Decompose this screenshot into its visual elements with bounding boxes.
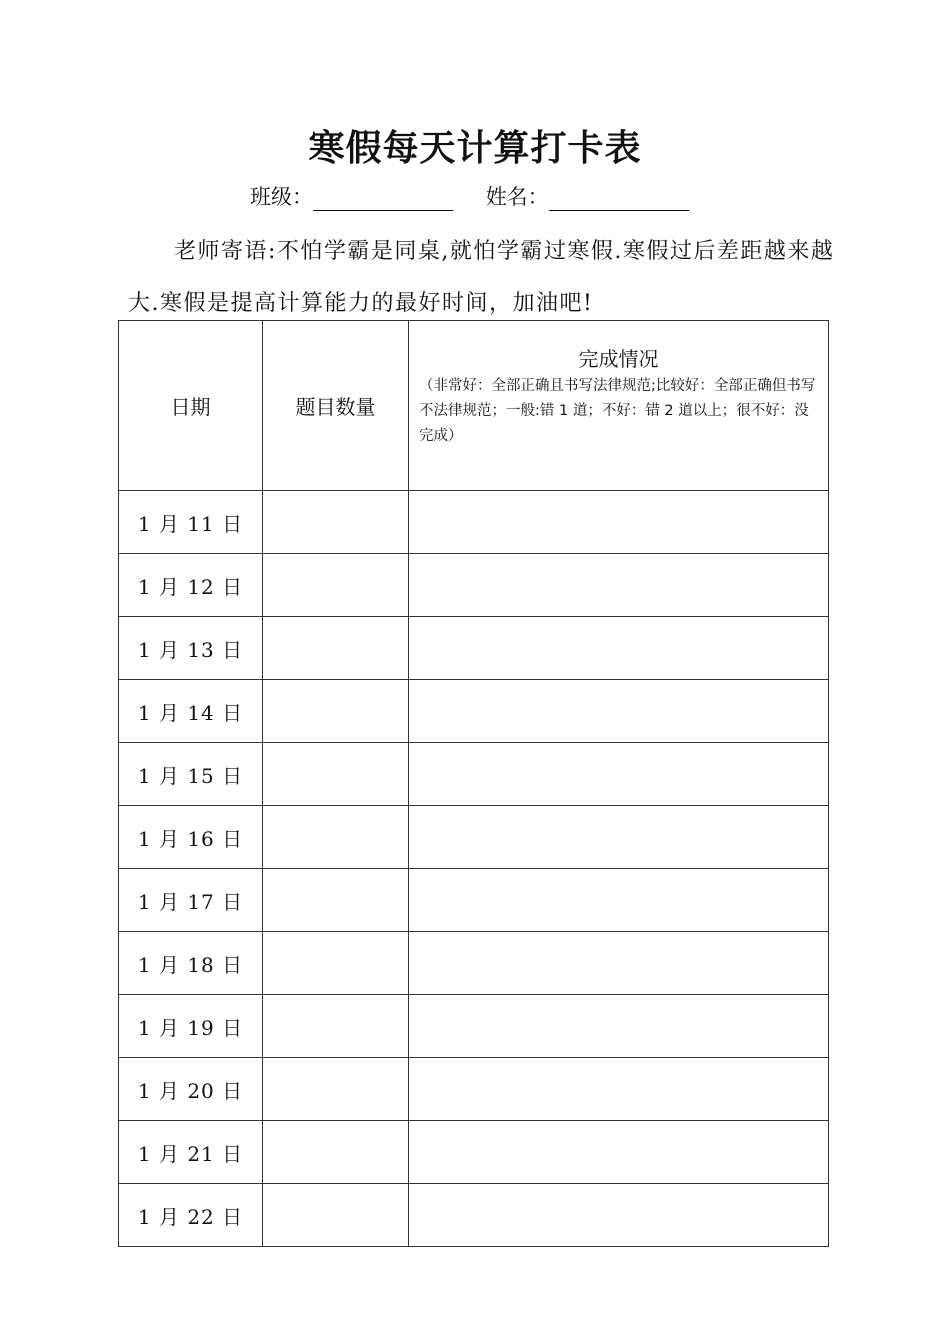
date-cell: 1 月 18 日 — [119, 932, 263, 995]
name-blank[interactable] — [549, 188, 689, 211]
table-row — [119, 995, 829, 1058]
date-cell: 1 月 14 日 — [119, 680, 263, 743]
date-cell: 1 月 19 日 — [119, 995, 263, 1058]
table-row — [119, 1058, 829, 1121]
class-label: 班级： — [250, 185, 313, 209]
status-cell[interactable] — [409, 680, 829, 743]
table-row — [119, 806, 829, 869]
header-count: 题目数量 — [263, 321, 409, 491]
count-cell[interactable] — [263, 680, 409, 743]
count-cell[interactable] — [263, 806, 409, 869]
count-cell[interactable] — [263, 1058, 409, 1121]
count-cell[interactable] — [263, 932, 409, 995]
count-cell[interactable] — [263, 617, 409, 680]
count-cell[interactable] — [263, 491, 409, 554]
table-row — [119, 743, 829, 806]
status-cell[interactable] — [409, 554, 829, 617]
status-cell[interactable] — [409, 1184, 829, 1247]
date-cell: 1 月 21 日 — [119, 1121, 263, 1184]
status-cell[interactable] — [409, 617, 829, 680]
date-cell: 1 月 16 日 — [119, 806, 263, 869]
count-cell[interactable] — [263, 554, 409, 617]
status-cell[interactable] — [409, 491, 829, 554]
status-cell[interactable] — [409, 1121, 829, 1184]
class-blank[interactable] — [313, 188, 453, 211]
header-status — [409, 321, 829, 491]
checkin-table — [118, 320, 829, 1247]
date-cell: 1 月 11 日 — [119, 491, 263, 554]
student-info — [250, 181, 715, 211]
date-cell: 1 月 20 日 — [119, 1058, 263, 1121]
table-row — [119, 932, 829, 995]
status-cell[interactable] — [409, 743, 829, 806]
status-cell[interactable] — [409, 869, 829, 932]
table-row — [119, 554, 829, 617]
table-row — [119, 1121, 829, 1184]
count-cell[interactable] — [263, 743, 409, 806]
date-cell: 1 月 17 日 — [119, 869, 263, 932]
table-row — [119, 491, 829, 554]
header-status-note: （非常好：全部正确且书写法律规范;比较好：全部正确但书写不法律规范；一般:错 1 道；不好：错 2 道以上；很不好：没完成） — [419, 378, 816, 444]
table-row — [119, 1184, 829, 1247]
date-cell: 1 月 13 日 — [119, 617, 263, 680]
count-cell[interactable] — [263, 1184, 409, 1247]
date-cell: 1 月 22 日 — [119, 1184, 263, 1247]
table-header-row — [119, 321, 829, 491]
table-row — [119, 617, 829, 680]
status-cell[interactable] — [409, 1058, 829, 1121]
date-cell: 1 月 12 日 — [119, 554, 263, 617]
page-title: 寒假每天计算打卡表 — [308, 127, 642, 169]
header-status-title: 完成情况 — [578, 347, 659, 371]
status-cell[interactable] — [409, 995, 829, 1058]
name-label: 姓名： — [485, 185, 549, 209]
date-cell: 1 月 15 日 — [119, 743, 263, 806]
teacher-message: 老师寄语:不怕学霸是同桌,就怕学霸过寒假.寒假过后差距越来越大.寒假是提高计算能力的最好时间，加油吧! — [128, 239, 835, 316]
status-cell[interactable] — [409, 806, 829, 869]
table-row — [119, 680, 829, 743]
header-date: 日期 — [119, 321, 263, 491]
status-cell[interactable] — [409, 932, 829, 995]
count-cell[interactable] — [263, 995, 409, 1058]
table-row — [119, 869, 829, 932]
count-cell[interactable] — [263, 1121, 409, 1184]
count-cell[interactable] — [263, 869, 409, 932]
